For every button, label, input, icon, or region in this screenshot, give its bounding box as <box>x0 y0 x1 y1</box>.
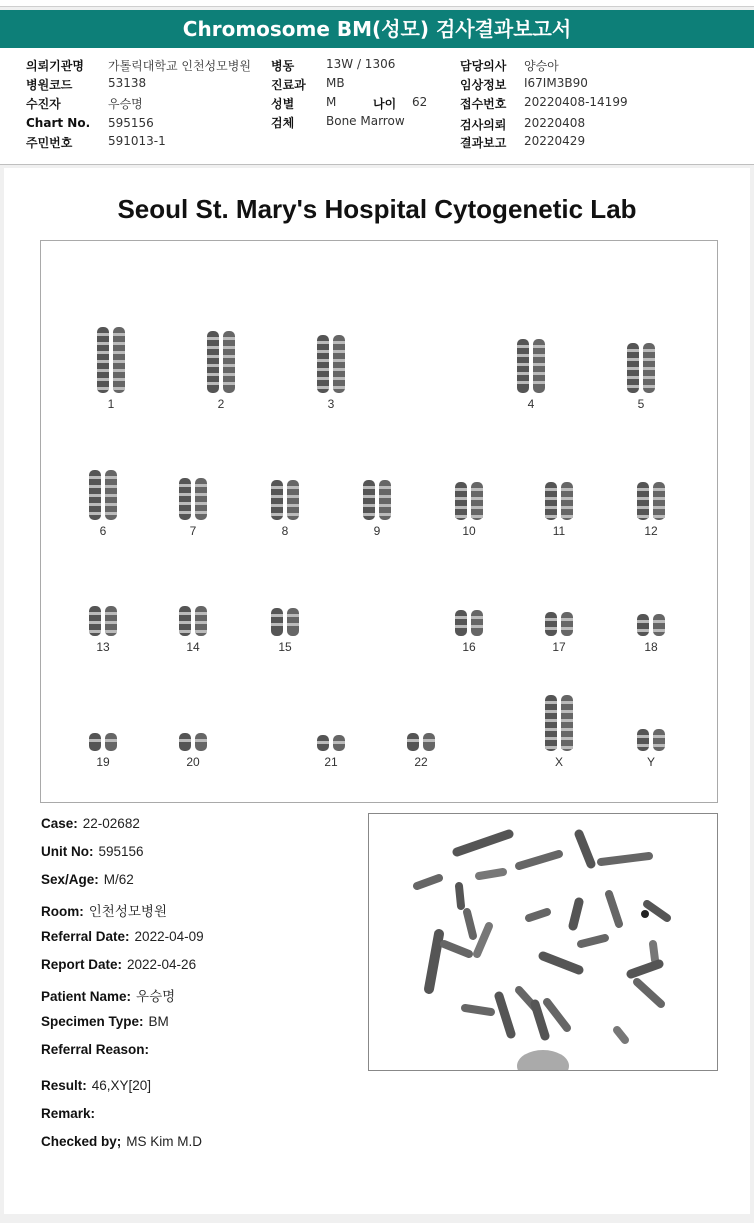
detail-remark <box>41 1106 100 1121</box>
chromosome-number: 15 <box>278 640 292 654</box>
chromosome-number: 13 <box>96 640 110 654</box>
detail-label: Unit No: <box>41 844 94 859</box>
chromosome-pair-2 <box>203 331 239 393</box>
chromosome-16 <box>439 610 499 654</box>
detail-value: BM <box>148 1014 169 1029</box>
detail-value: 46,XY[20] <box>91 1078 152 1093</box>
detail-label: Checked by; <box>41 1134 122 1149</box>
chromosome-19 <box>73 733 133 769</box>
value-sex: M <box>326 95 337 109</box>
chromosome-pair-1 <box>93 327 129 393</box>
label-sex: 성별 <box>271 97 295 111</box>
value-clinical-info: I67IM3B90 <box>524 76 588 90</box>
karyotype-report <box>4 168 750 1214</box>
chromosome-number: 3 <box>327 397 335 411</box>
detail-label: Specimen Type: <box>41 1014 144 1029</box>
detail-label: Report Date: <box>41 957 123 972</box>
chromosome-pair-16 <box>451 610 487 636</box>
chromosome-pair-4 <box>513 339 549 393</box>
detail-value: M/62 <box>103 872 134 887</box>
chromosome-15 <box>255 608 315 654</box>
patient-info-panel <box>0 48 754 165</box>
value-age: 62 <box>412 95 428 109</box>
chromosome-12 <box>621 482 681 538</box>
chromosome-number: 17 <box>552 640 566 654</box>
chromosome-x <box>529 695 589 769</box>
chromosome-number: 19 <box>96 755 110 769</box>
chromosome-pair-12 <box>633 482 669 520</box>
chromosome-number: 18 <box>644 640 658 654</box>
chromosome-number: 11 <box>552 524 566 538</box>
detail-value: MS Kim M.D <box>126 1134 203 1149</box>
label-department: 진료과 <box>271 78 306 92</box>
chromosome-6 <box>73 470 133 538</box>
chromosome-pair-9 <box>359 480 395 520</box>
label-receipt-no: 접수번호 <box>460 97 507 111</box>
detail-referral-date <box>41 929 204 944</box>
metaphase-image <box>368 813 718 1071</box>
label-ward: 병동 <box>271 59 295 73</box>
chromosome-18 <box>621 614 681 654</box>
label-result-report: 결과보고 <box>460 136 507 150</box>
chromosome-5 <box>611 343 671 411</box>
chromosome-pair-22 <box>403 733 439 751</box>
chromosome-9 <box>347 480 407 538</box>
value-department: MB <box>326 76 345 90</box>
label-requesting-institution: 의뢰기관명 <box>26 59 84 73</box>
value-test-request: 20220408 <box>524 116 586 130</box>
value-resident-no: 591013-1 <box>108 134 166 148</box>
label-hospital-code: 병원코드 <box>26 78 73 92</box>
detail-label: Result: <box>41 1078 87 1093</box>
label-chart-no: Chart No. <box>26 116 91 130</box>
detail-result <box>41 1078 151 1093</box>
detail-report-date <box>41 957 196 972</box>
detail-value: 인천성모병원 <box>88 904 167 919</box>
label-clinical-info: 임상정보 <box>460 78 507 92</box>
chromosome-number: 8 <box>281 524 289 538</box>
chromosome-pair-y <box>633 729 669 751</box>
chromosome-pair-6 <box>85 470 121 520</box>
label-test-request: 검사의뢰 <box>460 118 507 132</box>
label-resident-no: 주민번호 <box>26 136 73 150</box>
chromosome-14 <box>163 606 223 654</box>
chromosome-pair-13 <box>85 606 121 636</box>
detail-label: Sex/Age: <box>41 872 99 887</box>
chromosome-y <box>621 729 681 769</box>
report-title: Chromosome BM(성모) 검사결과보고서 <box>0 10 754 48</box>
top-border <box>0 0 754 7</box>
chromosome-8 <box>255 480 315 538</box>
chromosome-pair-7 <box>175 478 211 520</box>
chromosome-20 <box>163 733 223 769</box>
chromosome-number: 7 <box>189 524 197 538</box>
detail-room <box>41 900 167 920</box>
chromosome-number: 2 <box>217 397 225 411</box>
chromosome-pair-11 <box>541 482 577 520</box>
chromosome-number: 12 <box>644 524 658 538</box>
chromosome-11 <box>529 482 589 538</box>
detail-label: Patient Name: <box>41 989 132 1004</box>
metaphase-spread-illustration <box>369 814 717 1070</box>
value-patient: 우승명 <box>108 97 143 111</box>
chromosome-22 <box>391 733 451 769</box>
chromosome-pair-15 <box>267 608 303 636</box>
chromosome-pair-x <box>541 695 577 751</box>
chromosome-1 <box>81 327 141 411</box>
chromosome-number: 1 <box>107 397 115 411</box>
chromosome-10 <box>439 482 499 538</box>
chromosome-17 <box>529 612 589 654</box>
chromosome-pair-8 <box>267 480 303 520</box>
detail-value: 우승명 <box>136 989 176 1004</box>
detail-patient-name <box>41 985 175 1005</box>
chromosome-pair-5 <box>623 343 659 393</box>
chromosome-pair-10 <box>451 482 487 520</box>
chromosome-pair-17 <box>541 612 577 636</box>
detail-label: Referral Reason: <box>41 1042 150 1057</box>
chromosome-number: 16 <box>462 640 476 654</box>
chromosome-3 <box>301 335 361 411</box>
value-requesting-institution: 가톨릭대학교 인천성모병원 <box>108 59 251 73</box>
chromosome-21 <box>301 735 361 769</box>
lab-title: Seoul St. Mary's Hospital Cytogenetic Lab <box>117 194 637 224</box>
detail-value: 595156 <box>98 844 144 859</box>
chromosome-pair-20 <box>175 733 211 751</box>
detail-unit-no <box>41 844 144 859</box>
value-hospital-code: 53138 <box>108 76 147 90</box>
chromosome-number: 14 <box>186 640 200 654</box>
chromosome-number: X <box>554 755 563 769</box>
chromosome-number: 21 <box>324 755 338 769</box>
chromosome-13 <box>73 606 133 654</box>
detail-sex-age <box>41 872 134 887</box>
chromosome-number: 20 <box>186 755 200 769</box>
label-age: 나이 <box>373 97 397 111</box>
detail-label: Remark: <box>41 1106 96 1121</box>
value-receipt-no: 20220408-14199 <box>524 95 628 109</box>
chromosome-4 <box>501 339 561 411</box>
value-specimen: Bone Marrow <box>326 114 405 128</box>
chromosome-pair-3 <box>313 335 349 393</box>
chromosome-number: 10 <box>462 524 476 538</box>
chromosome-number: 5 <box>637 397 645 411</box>
chromosome-7 <box>163 478 223 538</box>
value-chart-no: 595156 <box>108 116 154 130</box>
chromosome-number: 4 <box>527 397 535 411</box>
value-ward: 13W / 1306 <box>326 57 396 71</box>
chromosome-pair-19 <box>85 733 121 751</box>
chromosome-number: 22 <box>414 755 428 769</box>
value-physician: 양승아 <box>524 59 559 73</box>
detail-value: 2022-04-26 <box>127 957 197 972</box>
label-physician: 담당의사 <box>460 59 507 73</box>
detail-value: 2022-04-09 <box>134 929 204 944</box>
value-result-report: 20220429 <box>524 134 586 148</box>
chromosome-2 <box>191 331 251 411</box>
chromosome-number: Y <box>646 755 655 769</box>
detail-referral-reason <box>41 1042 154 1057</box>
detail-value: 22-02682 <box>82 816 140 831</box>
detail-label: Referral Date: <box>41 929 130 944</box>
chromosome-number: 9 <box>373 524 381 538</box>
chromosome-pair-18 <box>633 614 669 636</box>
detail-label: Room: <box>41 904 84 919</box>
label-specimen: 검체 <box>271 116 295 130</box>
chromosome-pair-21 <box>313 735 349 751</box>
detail-checked-by <box>41 1134 202 1149</box>
label-patient: 수진자 <box>26 97 61 111</box>
chromosome-number: 6 <box>99 524 107 538</box>
detail-specimen-type <box>41 1014 169 1029</box>
detail-case <box>41 816 140 831</box>
chromosome-pair-14 <box>175 606 211 636</box>
detail-label: Case: <box>41 816 78 831</box>
karyogram-panel <box>40 240 718 803</box>
